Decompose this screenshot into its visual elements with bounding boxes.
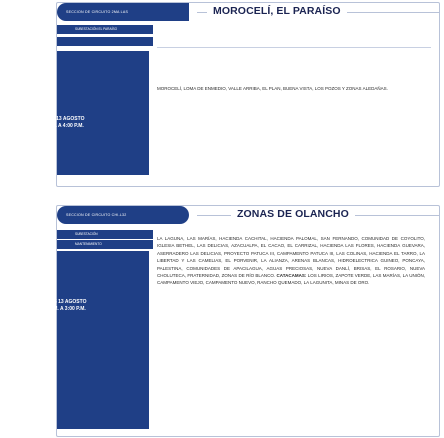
card-header: [57, 3, 439, 21]
zone-title: ZONAS DE OLANCHO: [231, 208, 355, 220]
maintenance-bar: MANTENIMIENTO: [57, 240, 153, 249]
areas-part1: LA LAGUNA, LAS MARÍAS, HACIENDA CACHITAL, HACIENDA PALOMAL, SAN FERNANDO, COMUNIDAD DE COYOLITO, IGLESIA BETHEL, LAS DELICIAS, AZACUALPA, EL CACAO, EL CARRIZAL, HACIENDA LAS FLORES, HACIENDA GUEVARA, ASERRADERO LAS DELICIAS, PROYECTO PATUCA III, CAMPAMENTO PATUCA III, LAS COLINAS, HACIENDA EL TARRO, LA LIBERTAD Y LAS CAMELIAS, EL PORVENIR, LA ALIANZA, ARENAS BLANCAS, HIDROELECTRICA GUINEO, PONCAYA, PALESTINA, COMUNIDADES DE APACILAGUA, AGUAS PRECIOSAS, NUEVA DANLÍ, BRISAS, EL ROSARIO, NUEVA CHOLUTECA, FRATERNIDAD, ZONAS DE RÍO BLANCO.: [157, 236, 425, 279]
left-navy-panel: [57, 251, 149, 429]
substation-bar: SUBESTACIÓN EL PARAÍSO: [57, 25, 153, 34]
circuit-section-pill: SECCION DE CIRCUITO CHI-L32: [57, 206, 189, 224]
outage-card-olancho: [37, 205, 440, 437]
substation-bar: SUBESTACIÓN: [57, 230, 153, 239]
time-text: 8:30 A.M. A 4:00 P.M.: [35, 123, 84, 129]
date-box: [1, 113, 149, 133]
maintenance-bar: [57, 37, 153, 46]
affected-areas-text: [157, 235, 425, 287]
catacamas-label: CATACAMAS:: [276, 273, 307, 279]
date-text: JUEVES 13 AGOSTO: [35, 116, 85, 122]
areas-part2: LOS LIRIOS, ZAPOTE VERDE, LAS MARÍAS, LA UNIÓN, CAMPAMENTO VIEJO, CAMPAMENTO NUEVO, RANCHO QUEMADO, LA LAGUNITA, MINAS DE ORO.: [157, 273, 425, 286]
zone-title: MOROCELÍ, EL PARAÍSO: [207, 5, 347, 17]
affected-areas-text: MOROCELÍ, LOMA DE ENMEDIO, VALLE ARRIBA, EL PLAN, BUENA VISTA, LOS POZOS Y ZONAS ALEDAÑAS.: [157, 86, 388, 91]
date-text: JUEVES 13 AGOSTO: [37, 299, 87, 305]
circuit-section-pill: SECCION DE CIRCUITO 2MA LAS: [57, 3, 189, 21]
outage-card-moroceli: [35, 2, 440, 187]
divider-line: [157, 47, 431, 48]
date-box: [1, 296, 149, 316]
card-header: [57, 206, 439, 224]
time-text: 8:00 A.M. A 3:00 P.M.: [37, 306, 86, 312]
